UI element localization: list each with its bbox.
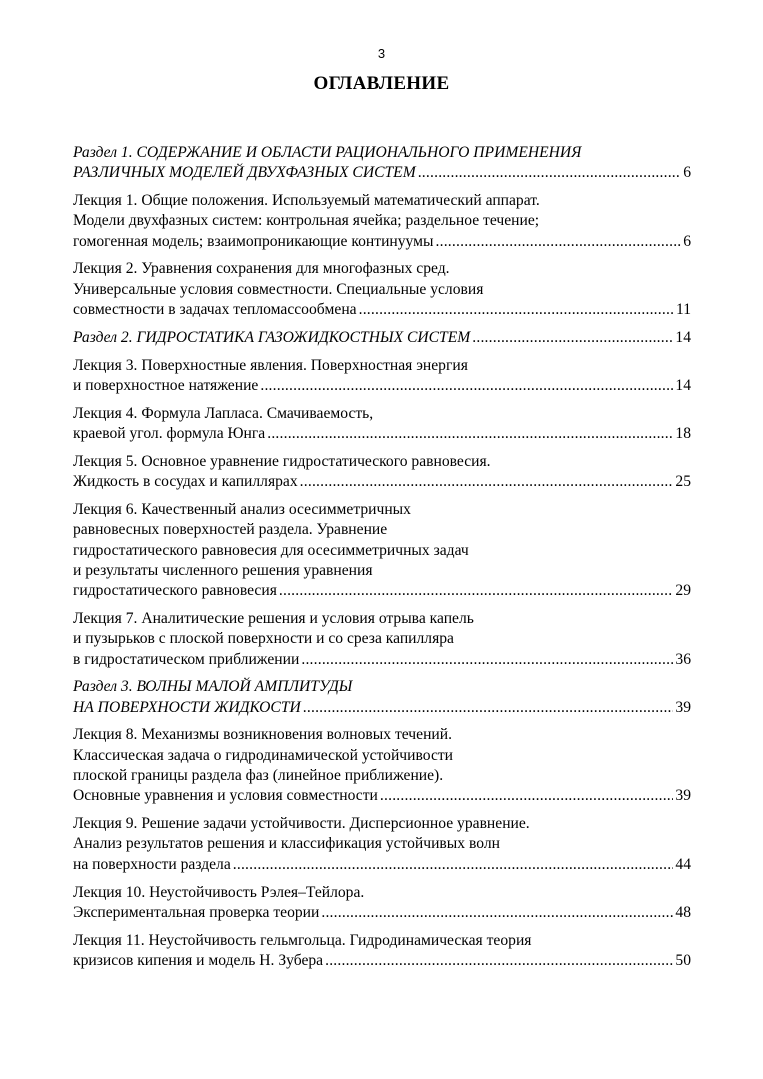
entry-title-line: Лекция 5. Основное уравнение гидростатического равновесия.	[73, 452, 491, 470]
dot-leader	[303, 698, 674, 718]
entry-page-number: 6	[683, 232, 691, 250]
entry-page-number: 18	[675, 425, 691, 443]
entry-title-line: Раздел 1. СОДЕРЖАНИЕ И ОБЛАСТИ РАЦИОНАЛЬНОГО ПРИМЕНЕНИЯ	[73, 144, 582, 161]
dot-leader	[233, 855, 674, 875]
toc-lecture-entry[interactable]	[73, 814, 691, 875]
entry-title-line: и поверхностное натяжение	[73, 376, 259, 394]
entry-page-number: 25	[675, 473, 691, 491]
table-of-contents	[73, 143, 691, 971]
entry-title-line: Лекция 4. Формула Лапласа. Смачиваемость,	[73, 404, 374, 422]
toc-lecture-entry[interactable]	[73, 259, 691, 320]
entry-spacer	[73, 396, 691, 404]
toc-lecture-entry[interactable]	[73, 609, 691, 670]
entry-title-line: Лекция 8. Механизмы возникновения волновых течений.	[73, 726, 453, 744]
entry-spacer	[73, 184, 691, 192]
toc-lecture-entry[interactable]	[73, 931, 691, 972]
entry-spacer	[73, 601, 691, 609]
entry-title-line: Жидкость в сосудах и капиллярах	[73, 473, 298, 491]
entry-page-number: 44	[675, 855, 691, 873]
dot-leader	[321, 903, 673, 923]
entry-final-line	[73, 786, 691, 806]
entry-title-line: краевой угол. формула Юнга	[73, 425, 266, 443]
entry-final-line	[73, 472, 691, 492]
dot-leader	[325, 951, 673, 971]
toc-lecture-entry[interactable]	[73, 500, 691, 601]
entry-final-line	[73, 650, 691, 670]
entry-final-line	[73, 951, 691, 971]
entry-title-line: кризисов кипения и модель Н. Зубера	[73, 951, 324, 969]
entry-spacer	[73, 718, 691, 726]
dot-leader	[472, 328, 673, 348]
entry-page-number: 14	[675, 328, 691, 346]
entry-final-line	[73, 698, 691, 718]
entry-title-line: совместности в задачах тепломассообмена	[73, 301, 357, 319]
entry-title-line: РАЗЛИЧНЫХ МОДЕЛЕЙ ДВУХФАЗНЫХ СИСТЕМ	[73, 164, 416, 182]
entry-title-line: Экспериментальная проверка теории	[73, 903, 320, 921]
entry-final-line	[73, 300, 691, 320]
entry-spacer	[73, 252, 691, 260]
toc-lecture-entry[interactable]	[73, 404, 691, 445]
entry-title-line: и пузырьков с плоской поверхности и со среза капилляра	[73, 630, 454, 648]
entry-page-number: 29	[675, 582, 691, 600]
entry-page-number: 14	[675, 376, 691, 394]
entry-title-line: Раздел 3. ВОЛНЫ МАЛОЙ АМПЛИТУДЫ	[73, 678, 353, 696]
entry-spacer	[73, 875, 691, 883]
dot-leader	[380, 786, 674, 806]
entry-spacer	[73, 320, 691, 328]
toc-lecture-entry[interactable]	[73, 356, 691, 397]
entry-title-line: на поверхности раздела	[73, 855, 231, 873]
entry-title-line: Лекция 6. Качественный анализ осесимметричных	[73, 500, 411, 518]
entry-final-line	[73, 424, 691, 444]
entry-final-line	[73, 855, 691, 875]
entry-title-line: Лекция 3. Поверхностные явления. Поверхностная энергия	[73, 356, 468, 374]
entry-page-number: 48	[675, 903, 691, 921]
entry-title-line: Модели двухфазных систем: контрольная ячейка; раздельное течение;	[73, 212, 540, 230]
entry-final-line	[73, 163, 691, 183]
entry-final-line	[73, 328, 691, 348]
entry-title-line: равновесных поверхностей раздела. Уравнение	[73, 521, 388, 539]
dot-leader	[436, 232, 682, 252]
entry-final-line	[73, 903, 691, 923]
entry-page-number: 39	[675, 698, 691, 716]
entry-spacer	[73, 444, 691, 452]
entry-final-line	[73, 581, 691, 601]
toc-section-entry[interactable]	[73, 143, 691, 184]
entry-spacer	[73, 923, 691, 931]
entry-title-line: гомогенная модель; взаимопроникающие континуумы	[73, 232, 434, 250]
toc-lecture-entry[interactable]	[73, 452, 691, 493]
entry-spacer	[73, 348, 691, 356]
page-title: ОГЛАВЛЕНИЕ	[313, 73, 450, 94]
entry-spacer	[73, 670, 691, 678]
dot-leader	[267, 424, 673, 444]
entry-page-number: 39	[675, 787, 691, 805]
toc-section-entry[interactable]	[73, 677, 691, 718]
entry-title-line: НА ПОВЕРХНОСТИ ЖИДКОСТИ	[73, 698, 301, 716]
entry-title-line: гидростатического равновесия для осесимметричных задач	[73, 541, 469, 559]
entry-title-line: Лекция 10. Неустойчивость Рэлея–Тейлора.	[73, 883, 365, 901]
entry-page-number: 36	[675, 650, 691, 668]
entry-title-line: Лекция 7. Аналитические решения и условия отрыва капель	[73, 609, 474, 627]
entry-title-line: Анализ результатов решения и классификация устойчивых волн	[73, 835, 500, 853]
entry-title-line: Универсальные условия совместности. Специальные условия	[73, 280, 484, 298]
dot-leader	[301, 650, 673, 670]
entry-title-line: Основные уравнения и условия совместности	[73, 787, 378, 805]
entry-page-number: 50	[675, 951, 691, 969]
dot-leader	[279, 581, 674, 601]
dot-leader	[359, 300, 674, 320]
entry-final-line	[73, 376, 691, 396]
entry-spacer	[73, 807, 691, 815]
page-number: 3	[377, 46, 386, 61]
toc-section-entry[interactable]	[73, 328, 691, 348]
toc-lecture-entry[interactable]	[73, 191, 691, 252]
entry-spacer	[73, 492, 691, 500]
dot-leader	[300, 472, 674, 492]
entry-title-line: Лекция 1. Общие положения. Используемый математический аппарат.	[73, 192, 540, 210]
entry-title-line: в гидростатическом приближении	[73, 650, 300, 668]
toc-lecture-entry[interactable]	[73, 725, 691, 806]
entry-title-line: Раздел 2. ГИДРОСТАТИКА ГАЗОЖИДКОСТНЫХ СИСТЕМ	[73, 328, 471, 346]
entry-page-number: 11	[675, 301, 691, 319]
entry-title-line: гидростатического равновесия	[73, 582, 277, 600]
entry-page-number: 6	[683, 164, 691, 182]
entry-title-line: Лекция 11. Неустойчивость гельмгольца. Гидродинамическая теория	[73, 931, 532, 949]
entry-title-line: плоской границы раздела фаз (линейное приближение).	[73, 767, 444, 785]
entry-title-line: Классическая задача о гидродинамической устойчивости	[73, 746, 454, 764]
entry-title-line: Лекция 9. Решение задачи устойчивости. Дисперсионное уравнение.	[73, 815, 530, 833]
entry-title-line: и результаты численного решения уравнения	[73, 561, 373, 579]
dot-leader	[260, 376, 673, 396]
toc-lecture-entry[interactable]	[73, 883, 691, 924]
entry-title-line: Лекция 2. Уравнения сохранения для многофазных сред.	[73, 260, 450, 278]
dot-leader	[418, 163, 682, 183]
entry-final-line	[73, 232, 691, 252]
